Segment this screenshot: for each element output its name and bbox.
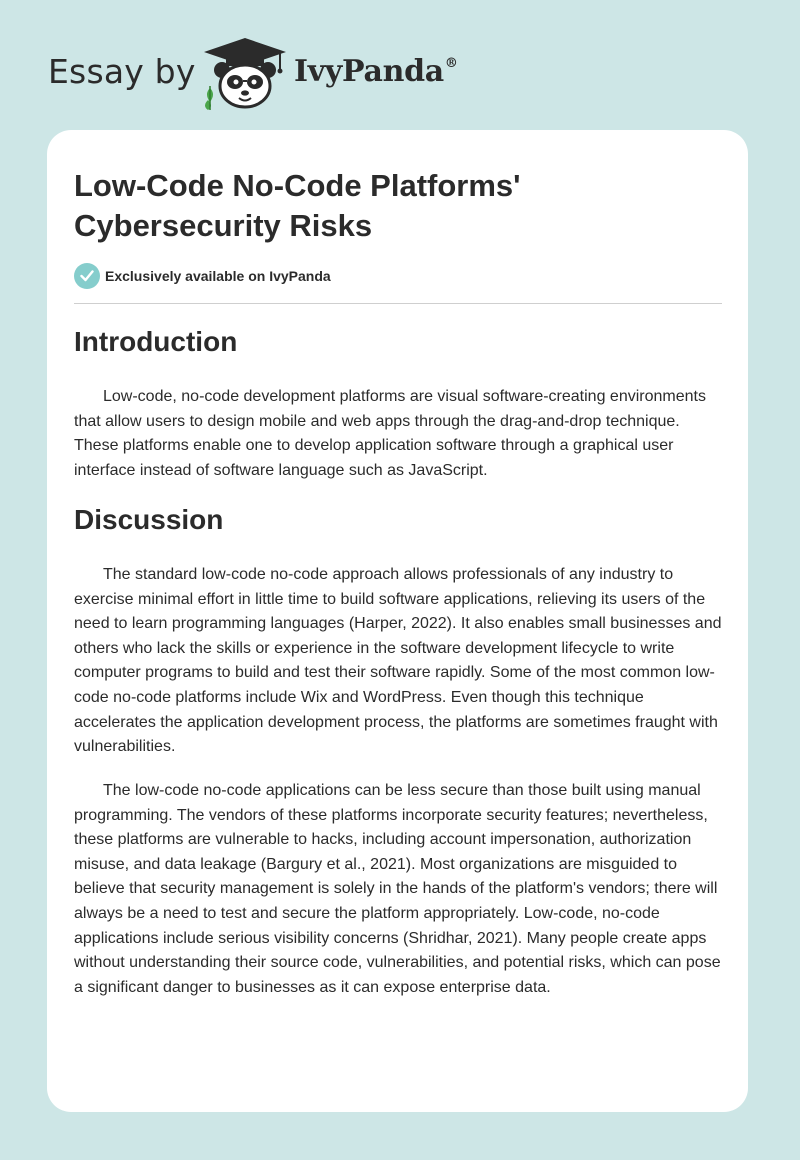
essay-by-label: Essay by: [48, 52, 196, 91]
section-heading-discussion: Discussion: [74, 504, 224, 535]
check-circle-icon: [74, 263, 100, 289]
brand-logo: IvyPanda®: [294, 54, 458, 89]
essay-card: [47, 130, 748, 1112]
page-title: Low-Code No-Code Platforms' Cybersecurity Risks: [74, 168, 521, 243]
divider: [74, 303, 722, 304]
section-heading-introduction: Introduction: [74, 326, 238, 357]
exclusive-badge: [74, 263, 331, 289]
paragraph: Low-code, no-code development platforms are visual software-creating environments that allow users to design mobile and web apps through the drag-and-drop technique. These platforms enable one to develop application software through a graphical user interface instead of software language such as JavaScript.: [74, 388, 706, 479]
site-header: [48, 34, 468, 110]
paragraph: The low-code no-code applications can be less secure than those built using manual programming. The vendors of these platforms incorporate security features; nevertheless, these platforms are vulnerable to hacks, including account impersonation, authorization misuse, and data leakage (Bargury et al., 2021). Most organizations are misguided to believe that security management is solely in the hands of the platform's vendors; there will always be a need to test and secure the platform appropriately. Low-code, no-code applications include serious visibility concerns (Shridhar, 2021). Many people create apps without understanding their source code, vulnerabilities, and potential risks, which can pose a significant danger to businesses as it can expose enterprise data.: [74, 782, 721, 996]
paragraph: The standard low-code no-code approach allows professionals of any industry to exercise minimal effort in little time to build software applications, relieving its users of the need to learn programming languages (Harper, 2022). It also enables small businesses and others who lack the skills or experience in the software development lifecycle to write computer programs to build and test their software rapidly. Some of the most common low-code no-code platforms include Wix and WordPress. Even though this technique accelerates the application development process, the platforms are sometimes fraught with vulnerabilities.: [74, 566, 722, 756]
badge-text: Exclusively available on IvyPanda: [105, 268, 331, 284]
panda-graduate-icon: [202, 36, 288, 110]
